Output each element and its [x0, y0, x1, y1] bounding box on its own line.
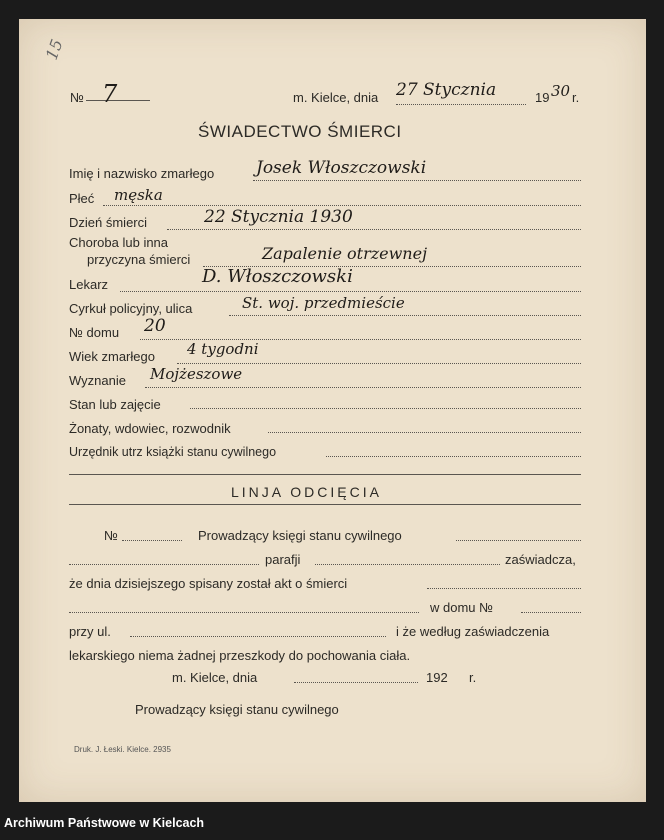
house-label: № domu	[69, 325, 120, 340]
marital-label: Żonaty, wdowiec, rozwodnik	[69, 421, 231, 436]
lower-date-line	[294, 682, 418, 683]
lower-registrar-text: Prowadzący księgi stanu cywilnego	[198, 528, 402, 543]
printer-note: Druk. J. Łeski. Kielce. 2935	[74, 745, 171, 754]
year-prefix: 19	[535, 90, 550, 105]
section-divider-bottom	[69, 504, 581, 505]
district-line	[229, 315, 581, 316]
street-label: przy ul.	[69, 624, 111, 639]
death-date-value: 22 Stycznia 1930	[204, 207, 353, 227]
parish-before-line	[69, 564, 259, 565]
number-line	[86, 100, 150, 101]
house-number-label: w domu №	[430, 600, 494, 615]
parish-label: parafji	[265, 552, 301, 567]
marital-line	[268, 432, 581, 433]
doctor-line	[120, 291, 581, 292]
sex-value: męska	[114, 186, 163, 204]
street-line	[130, 636, 386, 637]
according-text: i że według zaświadczenia	[396, 624, 550, 639]
act-line	[427, 588, 581, 589]
sex-line	[103, 205, 581, 206]
clerk-line	[326, 456, 581, 457]
death-date-label: Dzień śmierci	[69, 215, 148, 230]
age-value: 4 tygodni	[187, 340, 259, 358]
lower-place-date: m. Kielce, dnia	[172, 670, 258, 685]
illness-label-line2: przyczyna śmierci	[87, 252, 191, 267]
number-label: №	[70, 90, 84, 105]
lower-year: 192	[426, 670, 448, 685]
age-label: Wiek zmarłego	[69, 349, 155, 364]
occupation-label: Stan lub zajęcie	[69, 397, 161, 412]
date-line	[396, 104, 526, 105]
archive-footer	[0, 806, 664, 840]
number-value: 7	[102, 80, 118, 108]
district-value: St. woj. przedmieście	[242, 294, 405, 312]
year-value: 30	[551, 82, 571, 100]
lower-number-label: №	[104, 528, 118, 543]
lower-year-suffix: r.	[469, 670, 477, 685]
name-label: Imię i nazwisko zmarłego	[69, 166, 215, 181]
lower-registrar-line	[456, 540, 581, 541]
section-divider-top	[69, 474, 581, 475]
signature-label: Prowadzący księgi stanu cywilnego	[135, 702, 339, 717]
certifies-label: zaświadcza,	[505, 552, 576, 567]
cut-line-label: LINJA ODCIĘCIA	[231, 484, 382, 500]
name-value: Josek Włoszczowski	[256, 158, 427, 178]
age-line	[177, 363, 581, 364]
doctor-value: D. Włoszczowski	[202, 266, 353, 287]
place-date-label: m. Kielce, dnia	[293, 90, 379, 105]
religion-value: Mojżeszowe	[150, 365, 243, 383]
margin-note: 15	[41, 36, 67, 63]
doctor-label: Lekarz	[69, 277, 109, 292]
date-value: 27 Stycznia	[396, 80, 497, 100]
religion-label: Wyznanie	[69, 373, 126, 388]
lower-number-line	[122, 540, 182, 541]
archive-caption: Archiwum Państwowe w Kielcach	[4, 816, 205, 830]
parish-line	[315, 564, 500, 565]
religion-line	[145, 387, 581, 388]
name-line	[253, 180, 581, 181]
illness-value: Zapalenie otrzewnej	[262, 244, 428, 263]
clerk-label: Urzędnik utrz książki stanu cywilnego	[69, 445, 277, 459]
act-text: że dnia dzisiejszego spisany został akt o śmierci	[69, 576, 348, 591]
occupation-line	[190, 408, 581, 409]
death-date-line	[167, 229, 581, 230]
district-label: Cyrkuł policyjny, ulica	[69, 301, 193, 316]
house-number-line	[521, 612, 581, 613]
document-title: ŚWIADECTWO ŚMIERCI	[198, 122, 402, 141]
sex-label: Płeć	[69, 191, 95, 206]
medical-text: lekarskiego niema żadnej przeszkody do pochowania ciała.	[69, 648, 411, 663]
house-before-line	[69, 612, 419, 613]
house-value: 20	[144, 316, 166, 336]
year-suffix: r.	[572, 90, 580, 105]
illness-label-line1: Choroba lub inna	[69, 235, 169, 250]
